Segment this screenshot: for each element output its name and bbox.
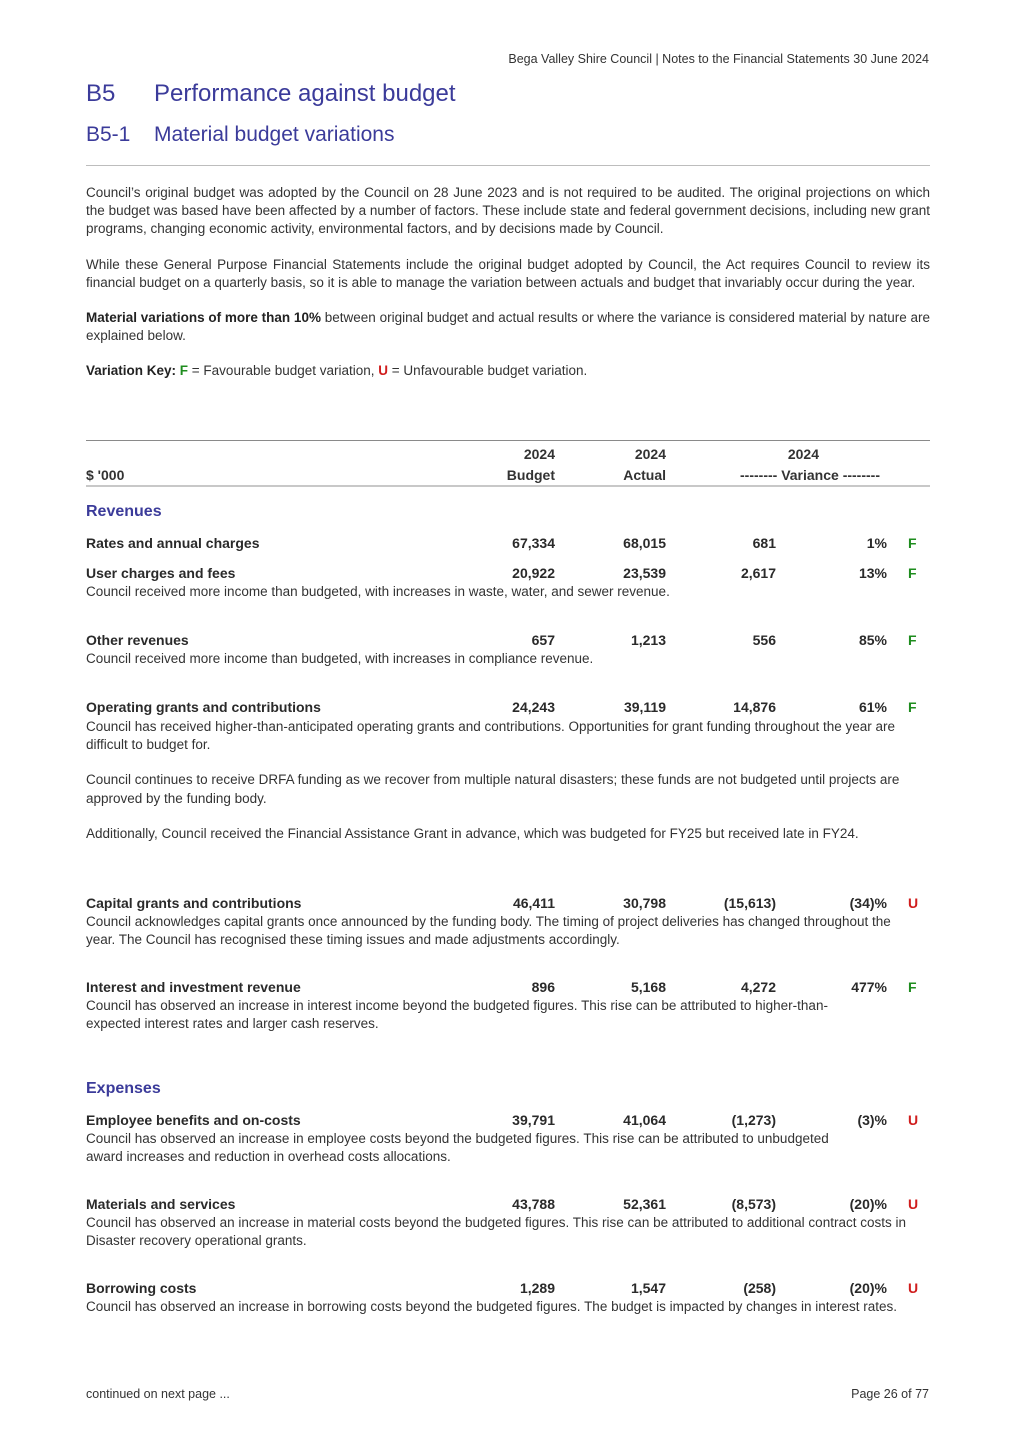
row-explanation (86, 1298, 916, 1333)
row-label: Operating grants and contributions (86, 699, 321, 715)
row-label: Other revenues (86, 632, 189, 648)
row-explanation (86, 997, 856, 1050)
row-explanation (86, 1130, 861, 1183)
variance-percent: 13% (858, 565, 887, 581)
variation-flag: F (908, 699, 917, 715)
key-unfavourable: U (378, 363, 389, 379)
intro-text (86, 184, 930, 398)
budget-value: 39,791 (512, 1112, 555, 1128)
explanation-text: Council received more income than budgeted, with increases in waste, water, and sewer revenue. (86, 584, 670, 599)
budget-value: 896 (531, 979, 555, 995)
table-row (86, 535, 930, 553)
actual-header: Actual (623, 467, 666, 483)
table-row (86, 565, 930, 583)
variance-percent: (3)% (857, 1112, 887, 1128)
explanation-text: Council has observed an increase in material costs beyond the budgeted figures. This rise can be attributed to additional contract costs in Disaster recovery operational grants. (86, 1215, 906, 1249)
variation-flag: U (908, 895, 919, 911)
budget-value: 24,243 (512, 699, 555, 715)
variance-year: 2024 (787, 446, 819, 462)
row-label: Rates and annual charges (86, 535, 260, 551)
variation-key-label: Variation Key: (86, 363, 177, 379)
table-row (86, 632, 930, 650)
section-number: B5 (86, 80, 116, 107)
table-row (86, 1112, 930, 1130)
intro-paragraph-3 (86, 309, 930, 345)
explanation-text: Council received more income than budgeted, with increases in compliance revenue. (86, 651, 594, 666)
variance-percent: 61% (858, 699, 887, 715)
row-label: Borrowing costs (86, 1280, 197, 1296)
actual-value: 5,168 (630, 979, 666, 995)
actual-year: 2024 (634, 446, 666, 462)
variance-percent: 1% (866, 535, 887, 551)
expenses-title: Expenses (86, 1080, 161, 1097)
variation-flag: U (908, 1112, 919, 1128)
variance-value: (1,273) (731, 1112, 776, 1128)
variance-value: (8,573) (731, 1196, 776, 1212)
variance-value: 4,272 (740, 979, 776, 995)
row-explanation (86, 650, 930, 685)
variation-flag: U (908, 1196, 919, 1212)
subsection-heading (86, 123, 394, 147)
actual-value: 1,213 (630, 632, 666, 648)
variation-flag: F (908, 979, 917, 995)
explanation-text: Council continues to receive DRFA funding as we recover from multiple natural disasters; these funds are not budgeted until projects are approved by the funding body. (86, 772, 900, 806)
table-row (86, 699, 930, 717)
explanation-text: Additionally, Council received the Financial Assistance Grant in advance, which was budgeted for FY25 but received late in FY24. (86, 825, 859, 841)
subsection-title: Material budget variations (154, 123, 395, 146)
row-label: Interest and investment revenue (86, 979, 301, 995)
table-row (86, 1280, 930, 1298)
revenues-title: Revenues (86, 503, 162, 520)
actual-value: 41,064 (623, 1112, 666, 1128)
key-unfavourable-text: = Unfavourable budget variation. (388, 363, 588, 379)
budget-year: 2024 (523, 446, 555, 462)
unit-label: $ '000 (86, 467, 125, 483)
running-header: Bega Valley Shire Council | Notes to the Financial Statements 30 June 2024 (508, 52, 929, 66)
variance-value: 14,876 (733, 699, 776, 715)
materiality-rest: between original budget and actual results or where the variance is considered material by nature are explained below. (86, 310, 930, 344)
budget-value: 20,922 (512, 565, 555, 581)
continued-note: continued on next page ... (86, 1387, 230, 1401)
variance-value: 2,617 (740, 565, 776, 581)
row-label: Employee benefits and on-costs (86, 1112, 301, 1128)
actual-value: 68,015 (623, 535, 666, 551)
materiality-threshold: Material variations of more than 10% (86, 310, 321, 326)
variance-percent: (20)% (849, 1196, 887, 1212)
row-label: Capital grants and contributions (86, 895, 302, 911)
explanation-text: Council has observed an increase in borrowing costs beyond the budgeted figures. The budget is impacted by changes in interest rates. (86, 1299, 897, 1314)
table-row (86, 895, 930, 913)
variation-flag: F (908, 535, 917, 551)
row-explanation (86, 583, 930, 618)
section-heading (86, 80, 456, 108)
variance-value: 556 (752, 632, 776, 648)
budget-value: 46,411 (512, 895, 555, 911)
section-title: Performance against budget (154, 80, 456, 107)
actual-value: 52,361 (623, 1196, 666, 1212)
table-row (86, 1196, 930, 1214)
variation-key (86, 362, 930, 380)
table-row (86, 979, 930, 997)
row-explanation (86, 718, 930, 860)
actual-value: 1,547 (630, 1280, 666, 1296)
intro-paragraph-1: Council’s original budget was adopted by the Council on 28 June 2023 and is not required to be audited. The original projections on which the budget was based have been affected by a number of factors. These include state and federal government decisions, including new grant programs, changing economic activity, environmental factors, and by decisions made by Council. (86, 185, 930, 237)
variation-flag: F (908, 565, 917, 581)
variance-value: 681 (752, 535, 776, 551)
budget-header: Budget (506, 467, 555, 483)
actual-value: 23,539 (623, 565, 666, 581)
row-label: Materials and services (86, 1196, 236, 1212)
variance-percent: (34)% (849, 895, 887, 911)
variance-value: (258) (743, 1280, 776, 1296)
explanation-text: Council has observed an increase in employee costs beyond the budgeted figures. This rise can be attributed to unbudgeted award increases and reduction in overhead costs allocations. (86, 1131, 829, 1165)
budget-value: 67,334 (512, 535, 555, 551)
actual-value: 30,798 (623, 895, 666, 911)
row-label: User charges and fees (86, 565, 236, 581)
budget-value: 43,788 (512, 1196, 555, 1212)
explanation-text: Council has received higher-than-anticipated operating grants and contributions. Opportunities for grant funding throughout the year are difficult to budget for. (86, 719, 896, 753)
table-header (86, 440, 930, 487)
intro-paragraph-2: While these General Purpose Financial Statements include the original budget adopted by Council, the Act requires Council to review its financial budget on a quarterly basis, so it is able to manage the variation between actuals and budget that invariably occur during the year. (86, 256, 930, 290)
key-favourable: F (179, 363, 189, 379)
row-explanation (86, 913, 906, 966)
variation-flag: F (908, 632, 917, 648)
row-explanation (86, 1214, 911, 1267)
key-favourable-text: = Favourable budget variation, (188, 363, 379, 379)
page-number: Page 26 of 77 (851, 1387, 929, 1401)
variance-percent: (20)% (849, 1280, 887, 1296)
subsection-number: B5-1 (86, 123, 131, 146)
budget-value: 657 (531, 632, 555, 648)
budget-value: 1,289 (519, 1280, 555, 1296)
variance-percent: 85% (858, 632, 887, 648)
heading-divider (86, 165, 930, 166)
variance-percent: 477% (851, 979, 887, 995)
actual-value: 39,119 (623, 699, 666, 715)
explanation-text: Council acknowledges capital grants once announced by the funding body. The timing of project deliveries has changed throughout the year. The Council has recognised these timing issues and made adjustments accordingly. (86, 914, 891, 948)
variation-flag: U (908, 1280, 919, 1296)
variance-header: -------- Variance -------- (740, 467, 880, 483)
variance-value: (15,613) (723, 895, 776, 911)
explanation-text: Council has observed an increase in interest income beyond the budgeted figures. This rise can be attributed to higher-than-expected interest rates and larger cash reserves. (86, 998, 828, 1032)
